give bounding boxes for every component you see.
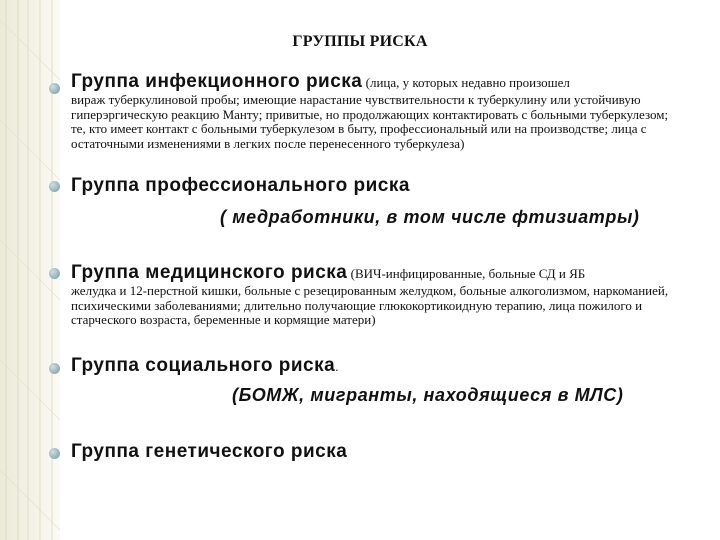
item-heading: Группа социального риска bbox=[71, 355, 336, 376]
item-heading-suffix: . bbox=[335, 359, 339, 374]
bullet-icon bbox=[49, 268, 60, 279]
item-subtext: ( медработники, в том числе фтизиатры) bbox=[220, 207, 640, 227]
item-subtext: (БОМЖ, мигранты, находящиеся в МЛС) bbox=[232, 385, 624, 405]
item-heading: Группа инфекционного риска bbox=[71, 71, 363, 92]
risk-group-medical bbox=[71, 262, 683, 328]
item-detail: желудка и 12-перстной кишки, больные с резецированным желудком, больные алкоголизмом, наркоманией, психическими заболеваниями; длительно получающие глюкокортикоидную терапию, лица пожилого и старческого возраста, беременные и кормящие матери) bbox=[71, 283, 669, 327]
bullet-icon bbox=[49, 181, 60, 192]
bullet-icon bbox=[49, 448, 60, 459]
risk-group-genetic bbox=[71, 441, 683, 463]
item-detail: вираж туберкулиновой пробы; имеющие нарастание чувствительности к туберкулину или устойчивую гиперэргическую реакцию Манту; привитые, но продолжающих контактировать с больными туберкулезом; те, кто имеет контакт с больными туберкулезом в быту, профессиональный или на производстве; лица с остаточными изменениями в легких после перенесенного туберкулеза) bbox=[71, 92, 669, 151]
slide-title: ГРУППЫ РИСКА bbox=[292, 33, 428, 50]
item-heading: Группа профессионального риска bbox=[71, 175, 410, 196]
bullet-icon bbox=[49, 83, 60, 94]
bullet-icon bbox=[49, 363, 60, 374]
risk-group-professional bbox=[71, 175, 683, 197]
risk-group-infectious bbox=[71, 71, 683, 151]
item-heading: Группа медицинского риска bbox=[71, 262, 348, 283]
risk-group-social bbox=[71, 355, 683, 377]
item-detail-inline: (лица, у которых недавно произошел bbox=[362, 75, 570, 90]
item-heading: Группа генетического риска bbox=[71, 441, 348, 462]
item-detail-inline: (ВИЧ-инфицированные, больные СД и ЯБ bbox=[347, 266, 586, 281]
